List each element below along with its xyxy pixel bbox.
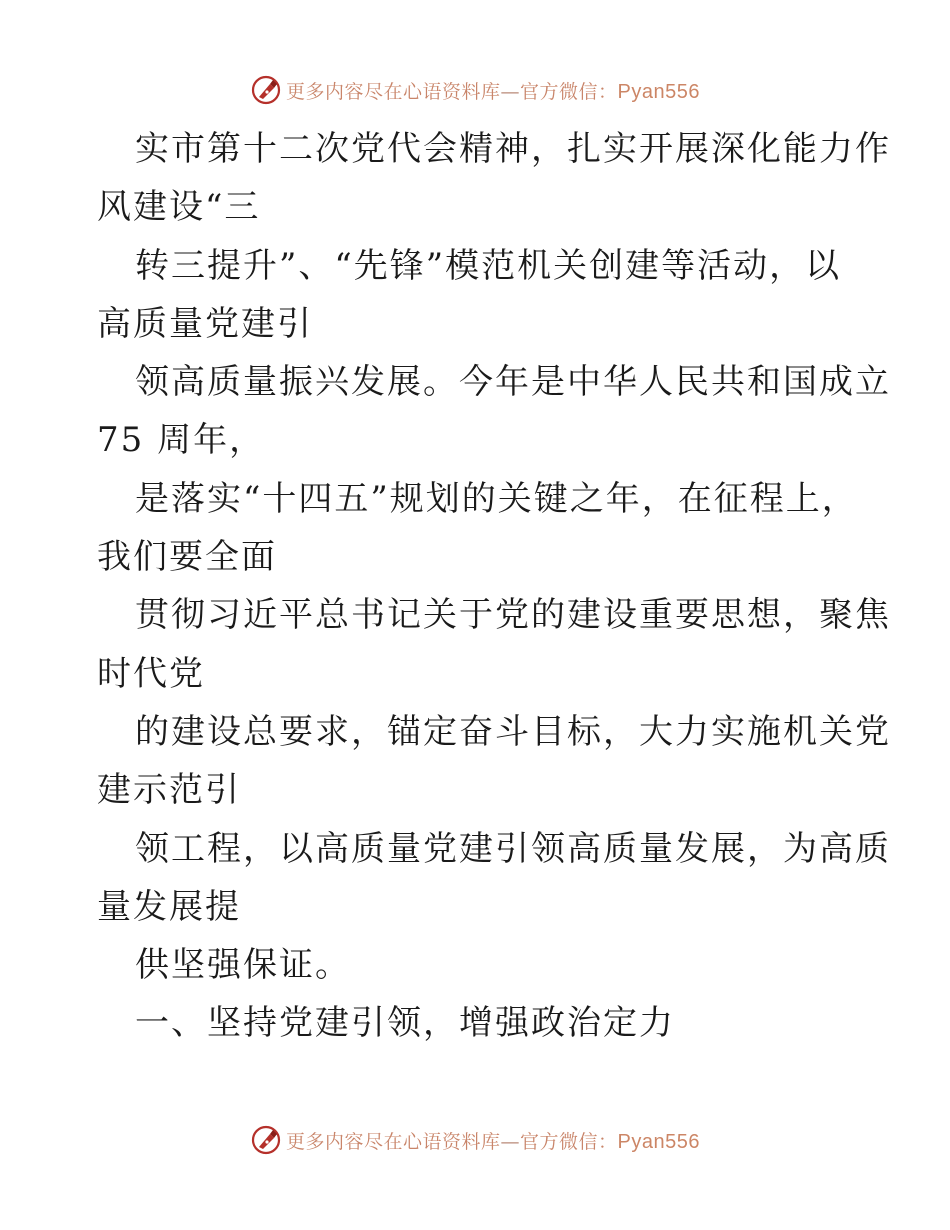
watermark-code: Pyan556 — [617, 1130, 700, 1153]
text-line: 的建设总要求，锚定奋斗目标，大力实施机关党 — [135, 711, 891, 752]
pen-nib-logo-icon — [250, 1124, 282, 1156]
text-line: 量发展提 — [97, 886, 241, 927]
text-line: 建示范引 — [97, 770, 241, 811]
watermark-footer — [0, 1120, 950, 1160]
watermark-separator: — — [500, 80, 521, 103]
text-line: 实市第十二次党代会精神，扎实开展深化能力作 — [135, 129, 891, 169]
text-line: 风建设“三 — [97, 187, 261, 228]
watermark-header — [0, 70, 950, 110]
text-line: 时代党 — [97, 653, 205, 694]
text-line: 转三提升”、“先锋”模范机关创建等活动，以 — [135, 245, 842, 286]
section-heading: 一、坚持党建引领，增强政治定力 — [135, 1003, 675, 1044]
text-line: 贯彻习近平总书记关于党的建设重要思想，聚焦 — [135, 595, 891, 636]
text-line: 领工程，以高质量党建引领高质量发展，为高质 — [135, 828, 891, 869]
text-line: 是落实“十四五”规划的关键之年，在征程上， — [135, 478, 858, 519]
text-line: 领高质量振兴发展。今年是中华人民共和国成立 — [135, 362, 891, 403]
text-line: 高质量党建引 — [97, 303, 313, 344]
watermark-label: 更多内容尽在心语资料库 — [286, 80, 501, 103]
watermark-wechat: 官方微信： — [520, 1130, 618, 1153]
pen-nib-logo-icon — [250, 74, 282, 106]
text-line: 我们要全面 — [97, 537, 277, 578]
watermark-code: Pyan556 — [617, 80, 700, 103]
text-line: 供坚强保证。 — [135, 945, 351, 986]
watermark-separator: — — [500, 1130, 521, 1153]
body-text — [97, 120, 891, 1053]
watermark-wechat: 官方微信： — [520, 80, 618, 103]
watermark-label: 更多内容尽在心语资料库 — [286, 1130, 501, 1153]
text-line: 75 周年， — [97, 420, 266, 461]
